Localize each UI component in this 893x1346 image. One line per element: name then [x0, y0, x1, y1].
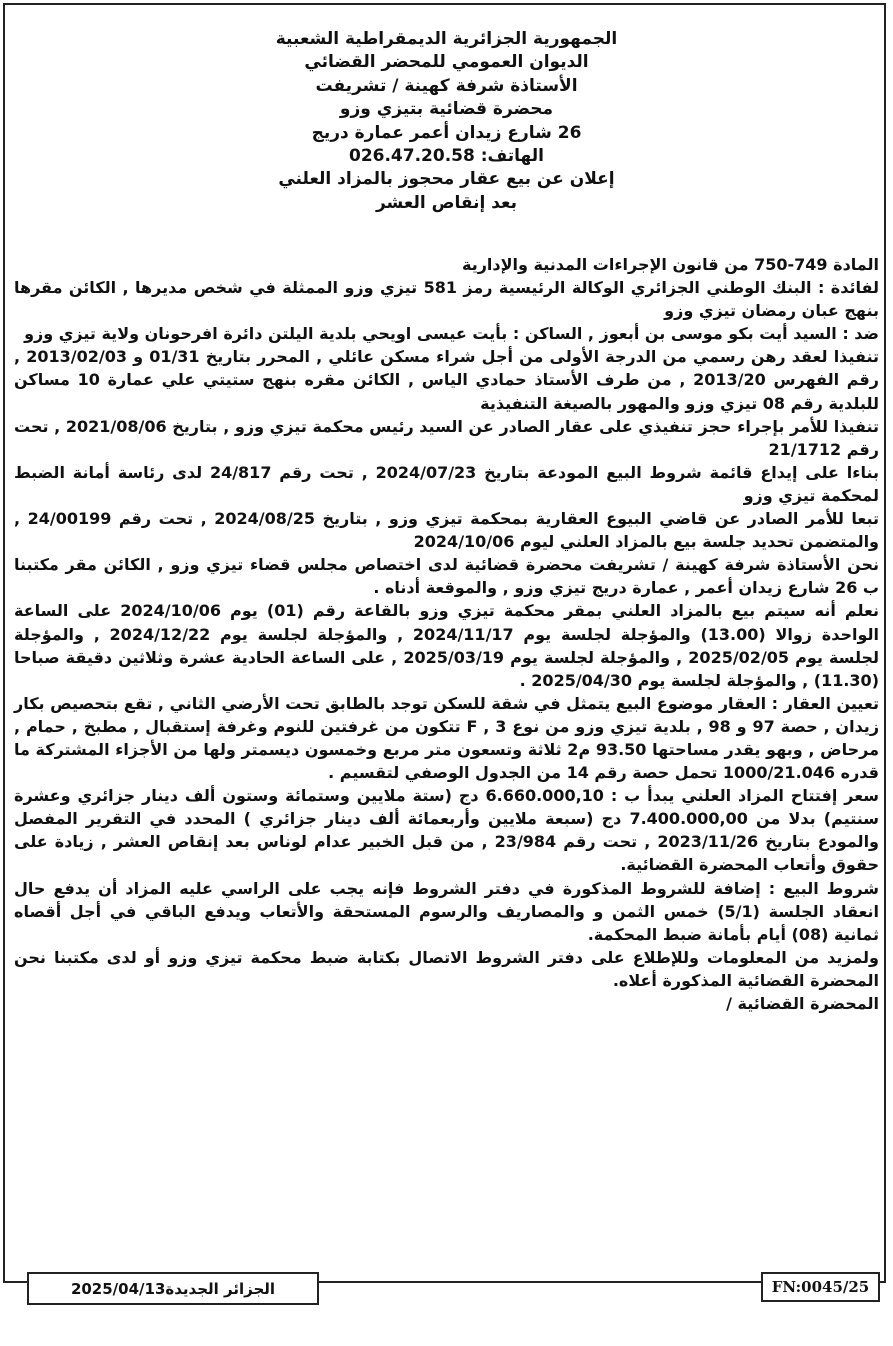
publication-box [27, 1272, 319, 1305]
publication-label: الجزائر الجديدة2025/04/13 [70, 1279, 276, 1298]
bailiff-paragraph: نحن الأستاذة شرفة كهينة / تشريفت محضرة قضائية لدى اختصاص مجلس قضاء تيزي وزو , الكائن مقر مكتبنا ب 26 شارع زيدان أعمر , عمارة دريج تيزي وزو , والموقعة أدناه . [14, 555, 879, 598]
header-office: الديوان العمومي للمحضر القضائي [304, 52, 589, 73]
header-bailiff-name: الأستاذة شرفة كهينة / تشريفت [315, 75, 578, 96]
property-description-paragraph: تعيين العقار : العقار موضوع البيع يتمثل في شقة للسكن توجد بالطابق تحت الأرضي الثاني , تقع بتحصيص بكار زيدان , حصة 97 و 98 , بلدية تيزي وزو من نوع 3 , F تتكون من غرفتين للنوم وغرفة إستقبال , مطبخ , حمام , مرحاض , وبهو يقدر مساحتها 93.50 م2 ثلاثة وتسعون متر مربع وخمسون ديسمتر ولها من الأجزاء المشتركة ما قدره 1000/21.046 تحمل حصة رقم 14 من الجدول الوصفي لتقسيم . [14, 693, 880, 783]
announcement-body [14, 253, 879, 1015]
legal-article: المادة 749-750 من قانون الإجراءات المدنية والإدارية [461, 255, 879, 274]
reference-number: FN:0045/25 [771, 1278, 870, 1296]
seizure-order-paragraph: تنفيذا للأمر بإجراء حجز تنفيذي على عقار الصادر عن السيد رئيس محكمة تيزي وزو , بتاريخ 2021/08/06 , تحت رقم 21/1712 [14, 416, 880, 459]
header-republic: الجمهورية الجزائرية الديمقراطية الشعبية [275, 29, 618, 49]
auction-schedule-paragraph: نعلم أنه سيتم بيع بالمزاد العلني بمقر محكمة تيزي وزو بالقاعة رقم (01) يوم 2024/10/06 على الساعة الواحدة زوالا (13.00) والمؤجلة لجلسة يوم 2024/11/17 , والمؤجلة لجلسة يوم 2024/12/22 , والمؤجلة لجلسة يوم 2025/02/05 , والمؤجلة لجلسة يوم 2025/03/19 , على الساعة الحادية عشرة وثلاثين دقيقة صباحا (11.30) , والمؤجلة لجلسة يوم 2025/04/30 . [14, 601, 880, 690]
signature-line: المحضرة القضائية / [726, 994, 879, 1013]
header-address: 26 شارع زيدان أعمر عمارة دريج [311, 122, 582, 143]
contact-paragraph: ولمزيد من المعلومات وللإطلاع على دفتر الشروط الاتصال بكتابة ضبط محكمة تيزي وزو أو لدى مكتبنا نحن المحضرة القضائية المذكورة أعلاه. [14, 947, 879, 990]
announcement-header [0, 28, 893, 215]
reference-box [761, 1272, 880, 1302]
mortgage-paragraph: تنفيذا لعقد رهن رسمي من الدرجة الأولى من أجل شراء مسكن عائلي , المحرر بتاريخ 01/31 و 2013/02/03 , رقم الفهرس 2013/20 , من طرف الأستاذ حمادي الياس , الكائن مقره بنهج ستيتي علي عمارة 10 مساكن للبلدية رقم 08 تيزي وزو والمهور بالصيغة التنفيذية [14, 347, 880, 413]
sale-order-paragraph: تبعا للأمر الصادر عن قاضي البيوع العقارية بمحكمة تيزي وزو , بتاريخ 2024/08/25 , تحت رقم 24/00199 , والمتضمن تحديد جلسة بيع بالمزاد العلني ليوم 2024/10/06 [14, 509, 879, 552]
announcement-title: إعلان عن بيع عقار محجوز بالمزاد العلني [278, 169, 615, 190]
header-bailiff-title: محضرة قضائية بتيزي وزو [339, 99, 554, 120]
announcement-subtitle: بعد إنقاص العشر [375, 192, 517, 213]
debtor-paragraph: ضد : السيد أيت بكو موسى بن أبعوز , الساكن : بأيت عيسى اويحي بلدية اليلتن دائرة افرحونان ولاية تيزي وزو [24, 324, 879, 344]
conditions-filing-paragraph: بناءا على إيداع قائمة شروط البيع المودعة بتاريخ 2024/07/23 , تحت رقم 24/817 لدى رئاسة أمانة الضبط لمحكمة تيزي وزو [14, 462, 879, 505]
opening-price-paragraph: سعر إفتتاح المزاد العلني يبدأ ب : 6.660.000,10 دج (ستة ملايين وستمائة وستون ألف دينار جزائري وعشرة سنتيم) بدلا من 7.400.000,00 دج (سبعة ملايين وأربعمائة ألف دينار جزائري ) المحدد في التقرير المفصل والمودع بتاريخ 2023/11/26 , تحت رقم 23/984 , من قبل الخبير عدام لوناس بعد إنقاص العشر , زيادة على حقوق وأتعاب المحضرة القضائية. [14, 786, 879, 875]
header-phone: الهاتف: 026.47.20.58 [348, 146, 544, 167]
beneficiary-paragraph: لفائدة : البنك الوطني الجزائري الوكالة الرئيسية رمز 581 تيزي وزو الممثلة في شخص مديرها , الكائن مقرها بنهج عبان رمضان تيزي وزو [14, 278, 879, 321]
sale-conditions-paragraph: شروط البيع : إضافة للشروط المذكورة في دفتر الشروط فإنه يجب على الراسي عليه المزاد أن يدفع حال انعقاد الجلسة (5/1) خمس الثمن و والمصاريف والرسوم المستحقة والأتعاب ويدفع الباقي في أجل أقصاه ثمانية (08) أيام بأمانة ضبط المحكمة. [14, 878, 880, 944]
